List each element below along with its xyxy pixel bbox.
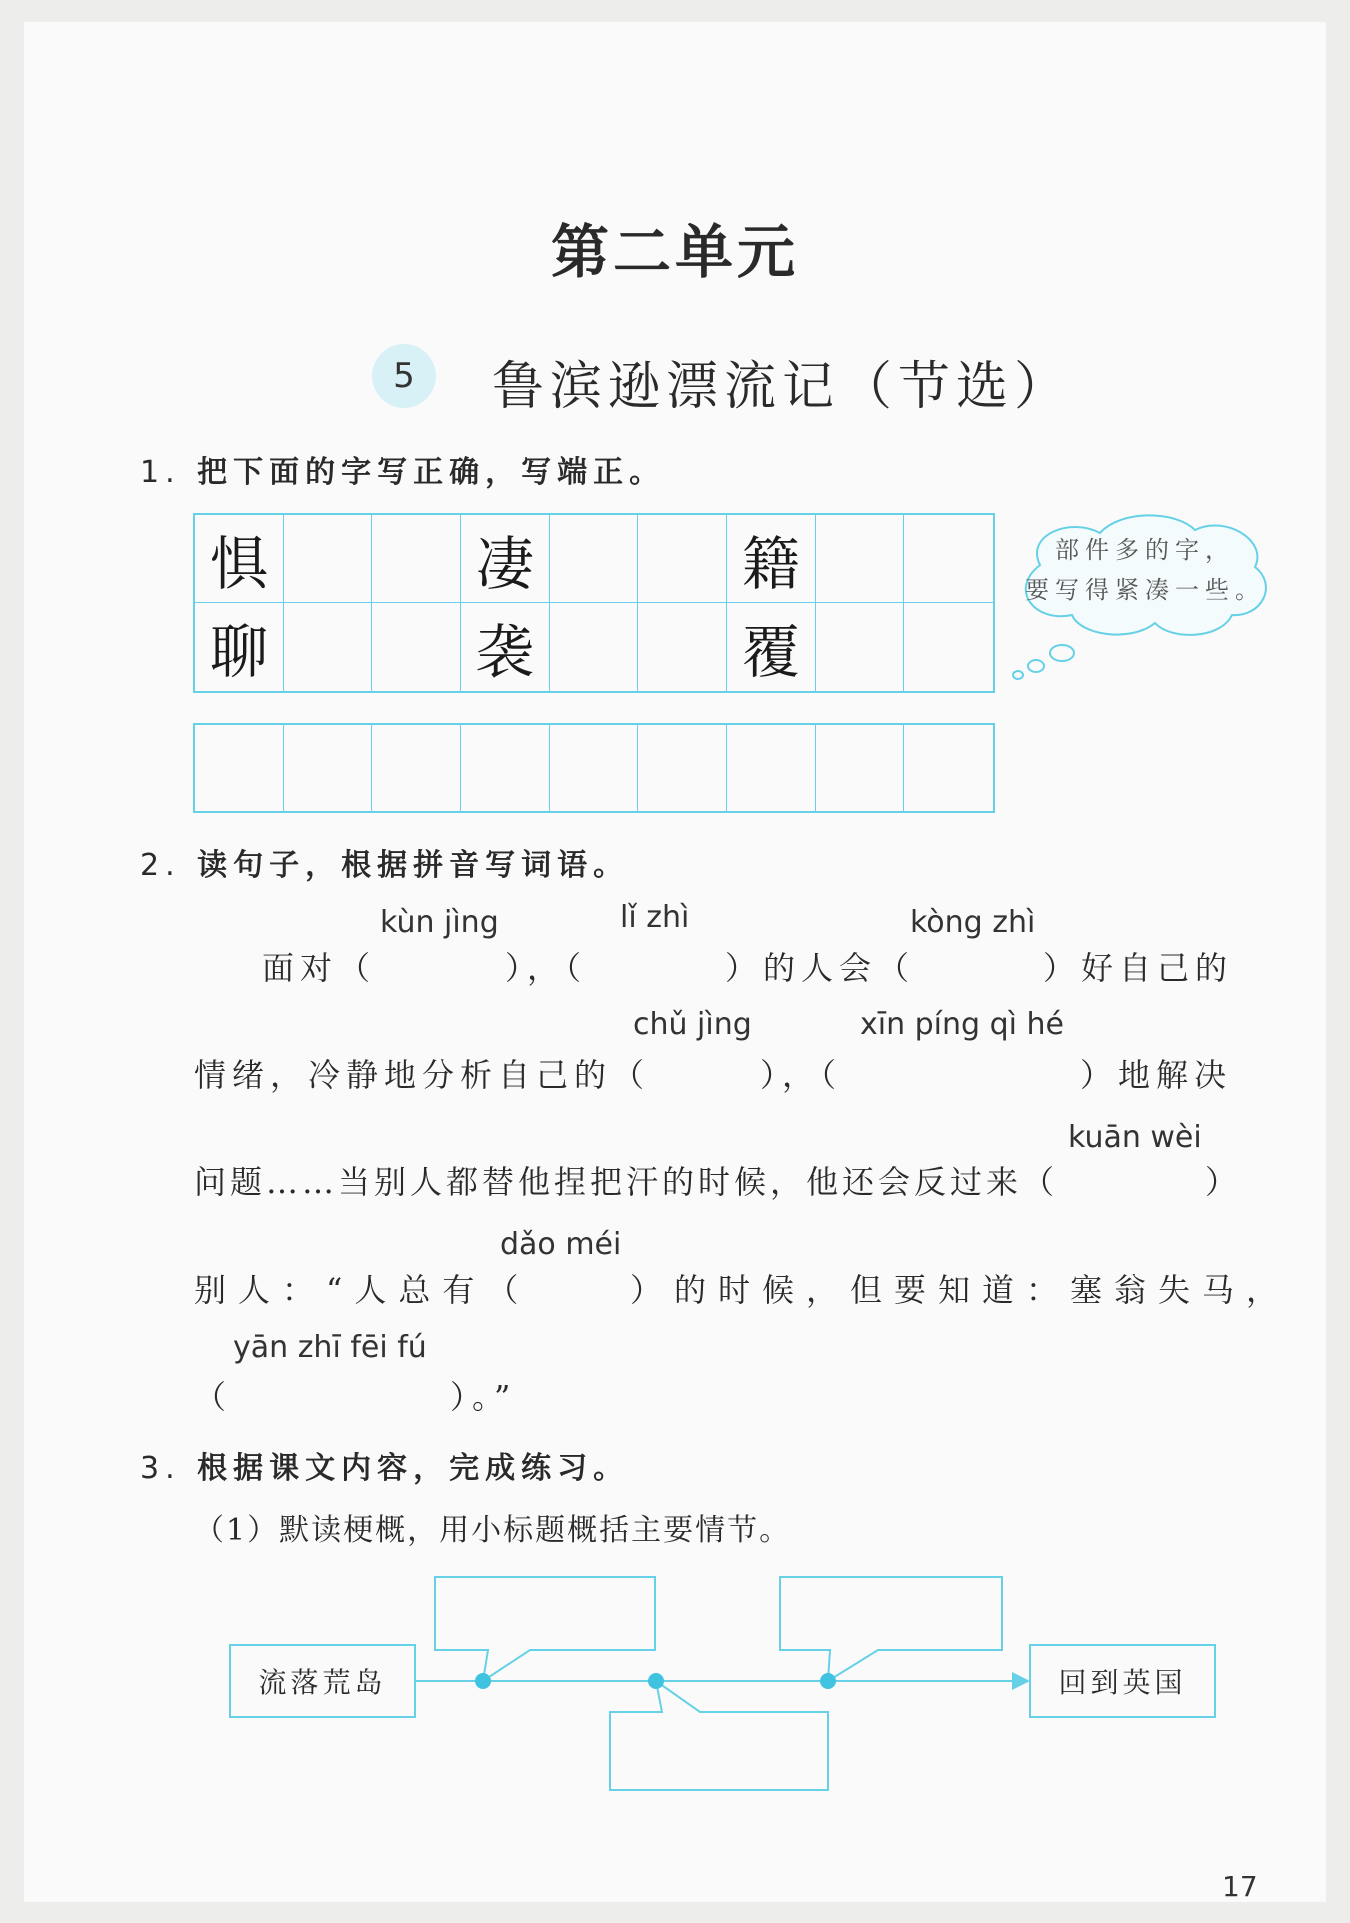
grid-blank-cell[interactable] (284, 515, 373, 603)
grid-blank-cell[interactable] (372, 515, 461, 603)
grid-char-cell: 覆 (727, 603, 816, 691)
unit-title: 第二单元 (550, 218, 799, 286)
grid-blank-cell[interactable] (372, 603, 461, 691)
grid-blank-cell[interactable] (195, 725, 284, 811)
grid-char-cell: 聊 (195, 603, 284, 691)
sentence-line-3a: 问题……当别人都替他捏把汗的时候，他还会反过来（ (194, 1163, 1059, 1201)
question-1-instruction: 把下面的字写正确，写端正。 (197, 455, 666, 490)
grid-blank-cell[interactable] (638, 725, 727, 811)
grid-blank-cell[interactable] (284, 603, 373, 691)
page-number: 17 (1222, 1870, 1258, 1903)
pinyin-xinpingqihe: xīn píng qì hé (860, 1007, 1064, 1042)
tip-text (1020, 530, 1270, 610)
sentence-line-5a: （ (194, 1378, 233, 1416)
question-2-number: 2. (140, 848, 181, 883)
sentence-line-2b: ），（ (760, 1056, 843, 1094)
question-3-sub-1: （1）默读梗概，用小标题概括主要情节。 (194, 1513, 792, 1548)
tip-line-1: 部件多的字， (1055, 536, 1235, 564)
grid-char-cell: 惧 (195, 515, 284, 603)
grid-char-cell: 凄 (461, 515, 550, 603)
tip-line-2: 要写得紧凑一些。 (1025, 576, 1265, 604)
question-3-number: 3. (140, 1451, 181, 1486)
pinyin-daomei: dǎo méi (500, 1227, 622, 1262)
grid-blank-cell[interactable] (638, 515, 727, 603)
sentence-line-1c: ）的人会（ (725, 949, 916, 987)
grid-blank-cell[interactable] (550, 725, 639, 811)
flow-start-label: 流落荒岛 (258, 1666, 387, 1699)
sentence-line-2a: 情绪，冷静地分析自己的（ (194, 1056, 651, 1094)
grid-char-cell: 袭 (461, 603, 550, 691)
sentence-line-2c: ）地解决 (1080, 1056, 1233, 1094)
sentence-line-4a: 别人：“人总有（ (194, 1271, 531, 1309)
question-3-instruction: 根据课文内容，完成练习。 (197, 1451, 630, 1486)
grid-blank-cell[interactable] (904, 725, 993, 811)
grid-blank-cell[interactable] (284, 725, 373, 811)
pinyin-chujing: chǔ jìng (633, 1007, 752, 1042)
character-grid (193, 513, 995, 693)
lesson-title: 鲁滨逊漂流记（节选） (492, 357, 1073, 417)
pinyin-kunjing: kùn jìng (380, 905, 499, 940)
sentence-line-1b: ），（ (505, 949, 588, 987)
practice-grid (193, 723, 995, 813)
sentence-line-1a: 面对（ (262, 949, 377, 987)
grid-blank-cell[interactable] (550, 515, 639, 603)
flow-end-label: 回到英国 (1058, 1666, 1187, 1699)
pinyin-lizhi: lǐ zhì (620, 900, 690, 935)
pinyin-kongzhi: kòng zhì (910, 905, 1036, 940)
sentence-line-3b: ） (1205, 1163, 1244, 1201)
question-2-instruction: 读句子，根据拼音写词语。 (197, 848, 630, 883)
grid-blank-cell[interactable] (461, 725, 550, 811)
pinyin-kuanwei: kuān wèi (1068, 1120, 1202, 1155)
grid-blank-cell[interactable] (904, 515, 993, 603)
sentence-line-1d: ）好自己的 (1043, 949, 1234, 987)
grid-blank-cell[interactable] (816, 515, 905, 603)
sentence-line-4b: ）的时候，但要知道：塞翁失马， (630, 1271, 1291, 1309)
grid-blank-cell[interactable] (727, 725, 816, 811)
grid-blank-cell[interactable] (638, 603, 727, 691)
question-2-title (140, 840, 629, 884)
grid-blank-cell[interactable] (550, 603, 639, 691)
grid-char-cell: 籍 (727, 515, 816, 603)
grid-blank-cell[interactable] (816, 725, 905, 811)
grid-blank-cell[interactable] (372, 725, 461, 811)
question-1-number: 1. (140, 455, 181, 490)
grid-blank-cell[interactable] (816, 603, 905, 691)
grid-blank-cell[interactable] (904, 603, 993, 691)
question-3-title (140, 1443, 629, 1487)
question-1-title (140, 447, 665, 491)
lesson-number-badge: 5 (372, 344, 436, 408)
pinyin-yanzhifeifu: yān zhī fēi fú (233, 1330, 427, 1365)
sentence-line-5b: ）。” (450, 1378, 517, 1416)
